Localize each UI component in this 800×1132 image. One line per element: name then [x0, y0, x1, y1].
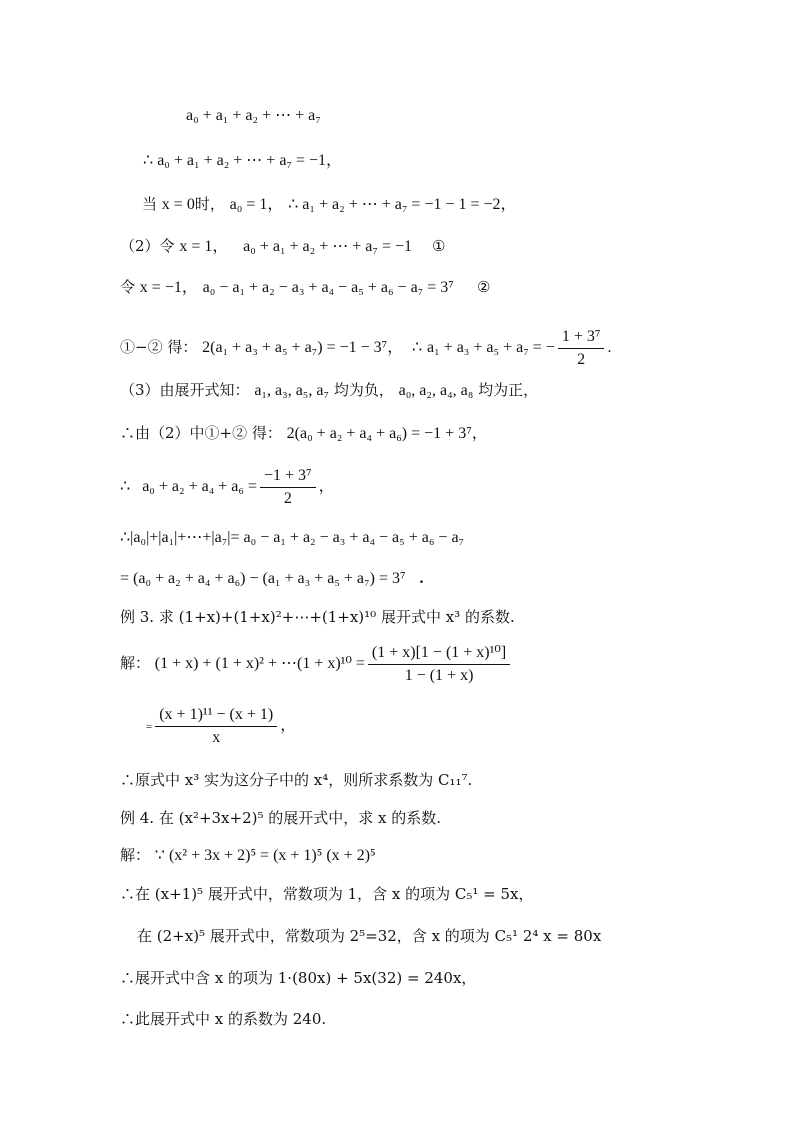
line-15 [120, 770, 472, 790]
equation-mark-2-text: ② [477, 278, 491, 296]
line-6-end: . [607, 339, 612, 356]
line-4-label: （2）令 [120, 237, 175, 255]
line-6-denominator: 2 [577, 350, 586, 368]
line-4-x1: x = 1， [179, 238, 229, 255]
line-7 [120, 380, 538, 401]
line-13-numerator: (1 + x)[1 − (1 + x)¹⁰] [368, 642, 510, 665]
line-14-end: ， [280, 717, 297, 734]
line-7-pos-text: 均为正， [478, 381, 539, 399]
line-7-label: （3）由展开式知： [120, 381, 250, 399]
example-4-heading [120, 808, 441, 828]
line-13-label: 解： [120, 654, 151, 672]
line-13-fraction [368, 642, 510, 687]
line-15-text: ∴原式中 x³ 实为这分子中的 x⁴，则所求系数为 C₁₁⁷. [120, 771, 473, 789]
line-20-text: ∴展开式中含 x 的项为 1·(80x) + 5x(32) = 240x， [120, 969, 477, 987]
line-9-end: ， [318, 478, 335, 495]
line-3-expr: ∴ a₁ + a₂ + ⋯ + a₇ = −1 − 1 = −2， [288, 196, 517, 213]
line-7-pos-terms: a₀, a₂, a₄, a₈ [398, 382, 474, 399]
line-11 [120, 569, 424, 589]
line-21 [120, 1009, 326, 1029]
line-9-expr: a₀ + a₂ + a₄ + a₆ = [142, 478, 257, 495]
line-5-xm1: x = −1， [139, 279, 198, 296]
line-8-expr: 2(a₀ + a₂ + a₄ + a₆) = −1 + 3⁷， [286, 425, 488, 442]
example-4-text: 例 4. 在 (x²+3x+2)⁵ 的展开式中，求 x 的系数. [120, 809, 442, 827]
line-1 [186, 106, 321, 126]
line-17-expr: ∵ (x² + 3x + 2)⁵ = (x + 1)⁵ (x + 2)⁵ [154, 847, 376, 864]
line-8 [120, 423, 488, 444]
line-5-label: 令 [120, 278, 136, 296]
line-6-therefore: ∴ [412, 339, 423, 356]
line-6-label: ①−② 得： [120, 338, 198, 356]
line-2 [143, 151, 342, 171]
line-3-when: 当 [142, 195, 158, 213]
line-9-therefore: ∴ [120, 478, 131, 495]
equation-mark-1-text: ① [432, 237, 446, 255]
line-6-expr2: a₁ + a₃ + a₅ + a₇ = − [426, 339, 555, 356]
line-3 [142, 194, 517, 215]
line-9-fraction [260, 465, 316, 510]
line-9-numerator: −1 + 3⁷ [260, 465, 316, 488]
line-14-eq: = [146, 721, 153, 733]
line-2-expr: a₀ + a₁ + a₂ + ⋯ + a₇ = −1， [157, 152, 343, 169]
line-20 [120, 968, 476, 988]
line-3-a0: a₀ = 1， [229, 196, 284, 213]
line-10 [120, 528, 464, 548]
line-11-end: . [419, 570, 424, 587]
line-11-expr: = (a₀ + a₂ + a₄ + a₆) − (a₁ + a₃ + a₅ + a₇) = 3⁷ [120, 570, 406, 587]
line-5 [120, 277, 454, 298]
line-7-neg-terms: a₁, a₃, a₅, a₇ [254, 382, 330, 399]
line-18 [120, 884, 534, 904]
line-17 [120, 845, 376, 866]
line-9-denominator: 2 [283, 489, 292, 507]
line-6 [120, 322, 611, 373]
therefore-symbol: ∴ [143, 152, 154, 169]
example-3-text: 例 3. 求 (1+x)+(1+x)²+⋯+(1+x)¹⁰ 展开式中 x³ 的系数. [120, 608, 515, 626]
line-14 [146, 700, 296, 753]
line-6-numerator: 1 + 3⁷ [558, 326, 605, 349]
line-10-expr: ∴|a₀|+|a₁|+⋯+|a₇|= a₀ − a₁ + a₂ − a₃ + a₄ − a₅ + a₆ − a₇ [120, 529, 465, 546]
line-5-expr: a₀ − a₁ + a₂ − a₃ + a₄ − a₅ + a₆ − a₇ = 3⁷ [202, 279, 454, 296]
line-3-shi: 时， [194, 195, 225, 213]
line-7-neg-text: 均为负， [333, 381, 394, 399]
line-4 [120, 236, 412, 257]
line-14-numerator: (x + 1)¹¹ − (x + 1) [155, 704, 277, 727]
equation-mark-2 [477, 277, 490, 297]
line-6-fraction [558, 326, 605, 371]
line-1-expr: a₀ + a₁ + a₂ + ⋯ + a₇ [186, 107, 321, 124]
line-17-label: 解： [120, 846, 151, 864]
example-3-heading [120, 607, 515, 627]
line-9 [120, 462, 335, 512]
equation-mark-1 [432, 236, 445, 256]
line-18-text: ∴在 (x+1)⁵ 展开式中，常数项为 1，含 x 的项为 C₅¹ = 5x， [120, 885, 534, 903]
line-3-x0: x = 0 [161, 196, 195, 213]
line-13-expr: (1 + x) + (1 + x)² + ⋯(1 + x)¹⁰ = [154, 655, 365, 672]
line-21-text: ∴此展开式中 x 的系数为 240. [120, 1010, 327, 1028]
line-13-denominator: 1 − (1 + x) [404, 666, 474, 684]
line-14-denominator: x [212, 728, 221, 746]
line-4-expr: a₀ + a₁ + a₂ + ⋯ + a₇ = −1 [243, 238, 412, 255]
line-8-label: ∴由（2）中①+② 得： [120, 424, 282, 442]
line-19-text: 在 (2+x)⁵ 展开式中，常数项为 2⁵=32，含 x 的项为 C₅¹ 2⁴ x = 80x [137, 927, 602, 945]
line-6-expr1: 2(a₁ + a₃ + a₅ + a₇) = −1 − 3⁷， [202, 339, 404, 356]
line-19 [137, 926, 601, 946]
line-13 [120, 637, 513, 690]
line-14-fraction [155, 704, 277, 749]
